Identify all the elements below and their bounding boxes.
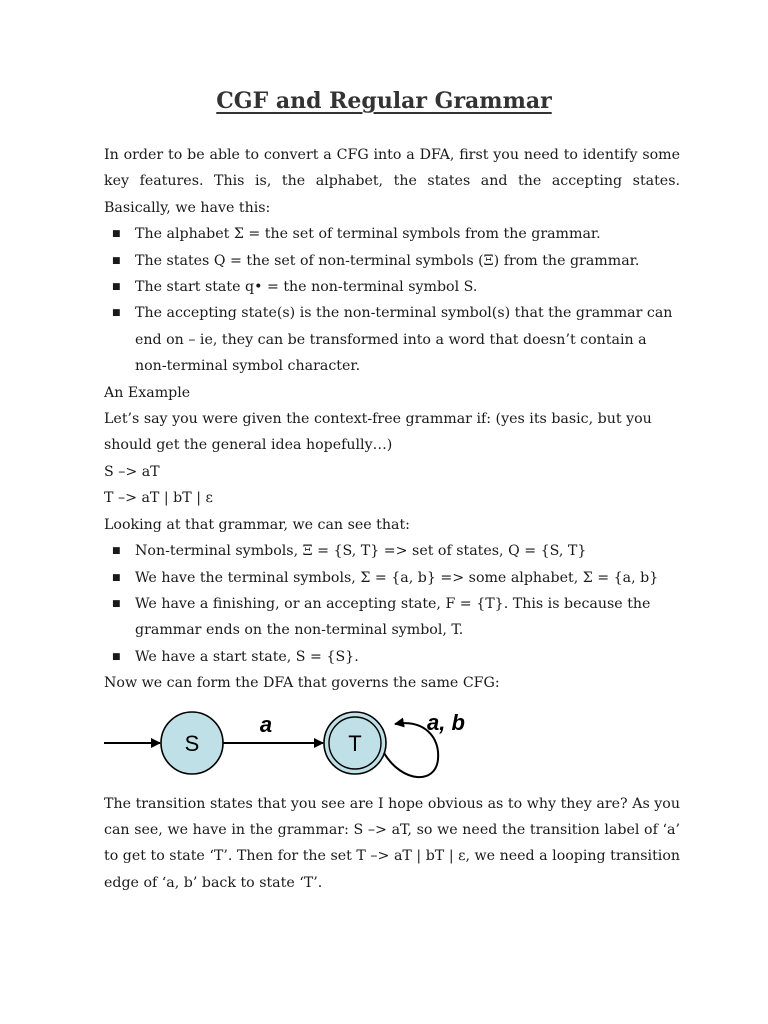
start-state-label: S	[184, 730, 200, 756]
dfa-intro: Now we can form the DFA that governs the same CFG:	[104, 675, 500, 692]
list-item: ■ The states Q = the set of non-terminal symbols (Ξ) from the grammar.	[104, 248, 680, 274]
list-item: ■ We have a finishing, or an accepting state, F = {T}. This is because the grammar ends on the non-terminal symbol, T.	[104, 591, 680, 644]
list-item: ■ Non-terminal symbols, Ξ = {S, T} => set of states, Q = {S, T}	[104, 538, 680, 564]
bullet-icon: ■	[112, 572, 121, 583]
bullet-icon: ■	[112, 229, 121, 240]
grammar-rule: T –> aT | bT | ε	[104, 490, 213, 507]
intro-paragraph: In order to be able to convert a CFG into a DFA, first you need to identify some key features. This is, the alphabet, the states and the accepting states. Basically, we have this:	[104, 147, 680, 216]
bullet-icon: ■	[112, 598, 121, 609]
bullet-icon: ■	[112, 308, 121, 319]
analysis-list	[104, 538, 680, 670]
list-item: ■ The start state q• = the non-terminal symbol S.	[104, 274, 680, 300]
conclusion-paragraph: The transition states that you see are I hope obvious as to why they are? As you can see, we have in the grammar: S –> aT, so we need the transition label of ‘a’ to get to state ‘T’. Then for the set T –> aT | bT | ε, we need a looping transition edge of ‘a, b’ back to state ‘T’.	[104, 795, 680, 891]
analysis-intro: Looking at that grammar, we can see that:	[104, 516, 410, 533]
list-item: ■ We have the terminal symbols, Σ = {a, b} => some alphabet, Σ = {a, b}	[104, 565, 680, 591]
list-item: ■ The accepting state(s) is the non-terminal symbol(s) that the grammar can end on – ie, they can be transformed into a word that doesn’t contain a non-terminal symbol character.	[104, 300, 680, 379]
grammar-rule: S –> aT	[104, 463, 160, 480]
accept-state-label: T	[348, 730, 362, 756]
list-item: ■ We have a start state, S = {S}.	[104, 644, 680, 670]
example-intro: Let’s say you were given the context-free grammar if: (yes its basic, but you should get the general idea hopefully…)	[104, 411, 652, 454]
loop-label: a, b	[427, 709, 465, 735]
dfa-diagram	[104, 705, 484, 785]
document-body	[104, 142, 680, 896]
bullet-icon: ■	[112, 546, 121, 557]
example-heading: An Example	[104, 384, 191, 401]
bullet-icon: ■	[112, 255, 121, 266]
key-features-list	[104, 221, 680, 379]
transition-label: a	[259, 711, 273, 737]
bullet-icon: ■	[112, 282, 121, 293]
bullet-icon: ■	[112, 651, 121, 662]
list-item: ■ The alphabet Σ = the set of terminal symbols from the grammar.	[104, 221, 680, 247]
page-title: CGF and Regular Grammar	[216, 88, 552, 114]
